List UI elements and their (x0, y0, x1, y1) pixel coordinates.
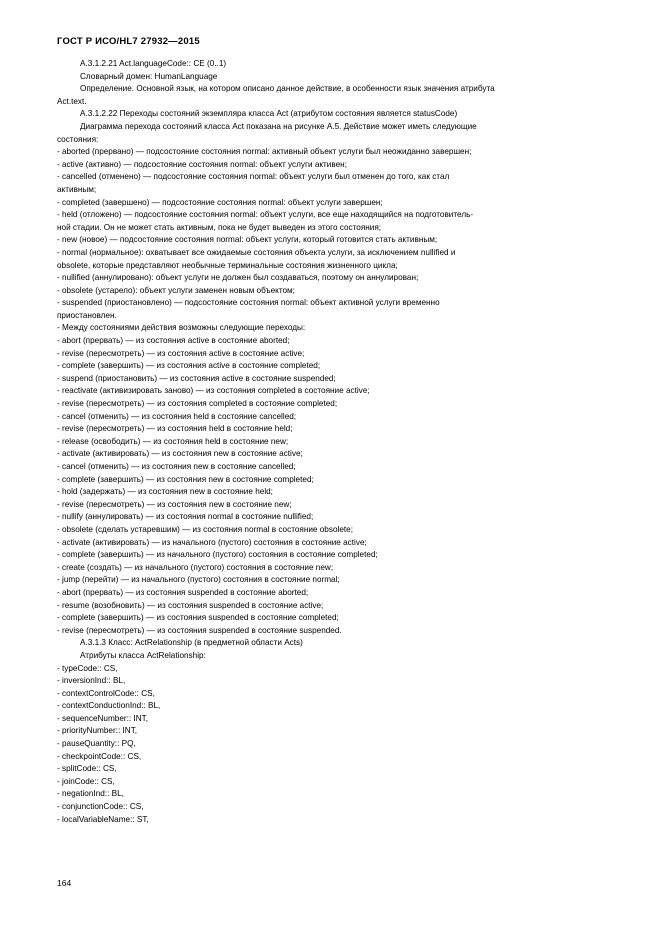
body-line: A.3.1.2.22 Переходы состояний экземпляра класса Act (атрибутом состояния является statusCode) (80, 109, 458, 119)
body-line: Act.text. (57, 96, 87, 106)
body-line: - pauseQuantity:: PQ, (57, 739, 136, 749)
body-line: - complete (завершить) — из начального (пустого) состояния в состояние completed; (57, 550, 378, 560)
body-line: - revise (пересмотреть) — из состояния suspended в состояние suspended. (57, 625, 342, 635)
body-line: - nullify (аннулировать) — из состояния normal в состояние nullified; (57, 512, 314, 522)
body-line: - cancel (отменить) — из состояния new в состояние cancelled; (57, 462, 296, 471)
body-line: - revise (пересмотреть) — из состояния completed в состояние completed; (57, 399, 338, 409)
body-line: - joinCode:: CS, (57, 776, 115, 786)
body-line: ной стадии. Он не может стать активным, пока не будет выведен из этого состояния; (57, 222, 382, 232)
body-line: - complete (завершить) — из состояния new в состояние completed; (57, 474, 314, 484)
page-header: ГОСТ Р ИСО/HL7 27932—2015 (57, 36, 200, 47)
body-line: - revise (пересмотреть) — из состояния active в состояние active; (57, 348, 305, 358)
page-body (57, 58, 605, 826)
body-line: - contextControlCode:: CS, (57, 688, 155, 698)
body-line: - complete (завершить) — из состояния active в состояние completed; (57, 361, 321, 371)
body-line: - reactivate (активизировать заново) — из состояния completed в состояние active; (57, 386, 370, 396)
body-line: - abort (прервать) — из состояния active в состояние aborted; (57, 336, 290, 346)
body-line: - contextConductionInd:: BL, (57, 701, 161, 711)
body-line: - abort (прервать) — из состояния suspended в состояние aborted; (57, 587, 309, 597)
body-line: Диаграмма перехода состояний класса Act показана на рисунке А.5. Действие может иметь следующие (80, 121, 477, 131)
body-line: - active (активно) — подсостояние состояния normal: объект услуги активен; (57, 159, 347, 169)
body-line: - new (новое) — подсостояние состояния normal: объект услуги, который готовится стать активным; (57, 235, 438, 245)
body-line: - activate (активировать) — из начального (пустого) состояния в состояние active; (57, 537, 367, 547)
body-line: - suspended (приостановлено) — подсостояние состояния normal: объект активной услуги временно (57, 298, 440, 308)
body-line: - obsolete (сделать устаревшим) — из состояния normal в состояние obsolete; (57, 524, 353, 534)
body-line: приостановлен. (57, 310, 117, 320)
body-line: - aborted (прервано) — подсостояние состояния normal: активный объект услуги был неожиданно завершен; (57, 147, 472, 157)
body-line: - priorityNumber:: INT, (57, 726, 138, 736)
body-line: - localVariableName:: ST, (57, 814, 149, 824)
body-line: - obsolete (устарело): объект услуги заменен новым объектом; (57, 285, 295, 295)
body-line: - conjunctionCode:: CS, (57, 802, 144, 812)
body-line: Определение. Основной язык, на котором описано данное действие, в особенности язык значения атрибута (80, 84, 495, 94)
body-line: - hold (задержать) — из состояния new в состояние held; (57, 487, 273, 497)
body-line: obsolete, которые представляют необычные терминальные состояния жизненного цикла; (57, 260, 398, 270)
body-line: - cancelled (отменено) — подсостояние состояния normal: объект услуги был отменен до того, как стал (57, 172, 450, 182)
body-line: - activate (активировать) — из состояния new в состояние active; (57, 449, 303, 459)
body-line: - release (освободить) — из состояния held в состояние new; (57, 436, 289, 446)
body-line: - cancel (отменить) — из состояния held в состояние cancelled; (57, 411, 297, 421)
body-line: - complete (завершить) — из состояния suspended в состояние completed; (57, 613, 339, 623)
body-line: - resume (возобновить) — из состояния suspended в состояние active; (57, 600, 324, 610)
body-line: - nullified (аннулировано): объект услуги не должен был создаваться, поэтому он аннулирован; (57, 273, 419, 283)
body-line: - normal (нормальное): охватывает все ожидаемые состояния объекта услуги, за исключением nullified и (57, 247, 456, 257)
body-line: - negationInd:: BL, (57, 789, 124, 799)
page-number: 164 (57, 878, 72, 888)
body-line: - held (отложено) — подсостояние состояния normal: объект услуги, все еще находящийся на подготовитель- (57, 210, 474, 220)
body-line: - Между состояниями действия возможны следующие переходы: (57, 323, 306, 333)
body-line: - checkpointCode:: CS, (57, 751, 142, 761)
body-line: - suspend (приостановить) — из состояния active в состояние suspended; (57, 373, 336, 383)
body-line: активным; (57, 184, 97, 194)
body-line: Словарный домен: HumanLanguage (80, 71, 218, 81)
body-line: состояния: (57, 134, 99, 144)
body-line: - splitCode:: CS, (57, 764, 117, 774)
body-line: - completed (завершено) — подсостояние состояния normal: объект услуги завершен; (57, 197, 383, 207)
body-line: - revise (пересмотреть) — из состояния held в состояние held; (57, 424, 293, 434)
body-line: A.3.1.2.21 Act.languageCode:: CE (0..1) (80, 59, 227, 68)
body-line: - jump (перейти) — из начального (пустого) состояния в состояние normal; (57, 575, 340, 585)
body-line: - sequenceNumber:: INT, (57, 713, 149, 723)
body-line: Атрибуты класса ActRelationship: (80, 650, 206, 660)
body-line: - typeCode:: CS, (57, 663, 118, 673)
body-line: - revise (пересмотреть) — из состояния new в состояние new; (57, 499, 292, 509)
body-line: - create (создать) — из начального (пустого) состояния в состояние new; (57, 562, 334, 572)
body-line: - inversionInd:: BL, (57, 676, 126, 686)
body-line: A.3.1.3 Класс: ActRelationship (в предметной области Acts) (80, 638, 303, 648)
